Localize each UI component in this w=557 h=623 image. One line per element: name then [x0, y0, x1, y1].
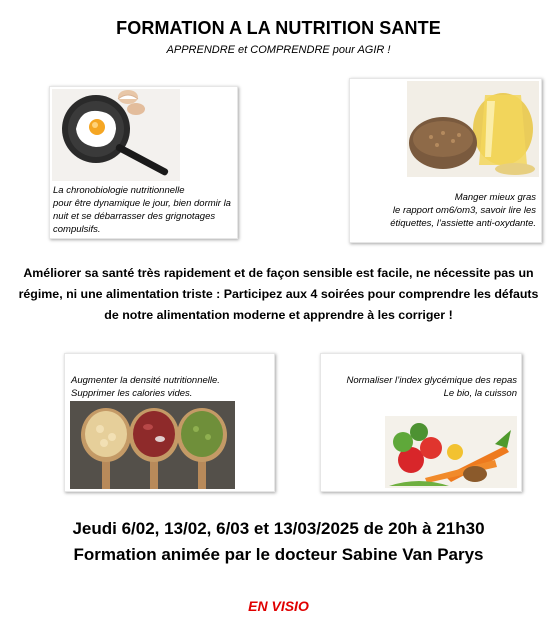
card-description: Supprimer les calories vides. [71, 388, 193, 399]
card-description: le rapport om6/om3, savoir lire les étiquettes, l’assiette anti-oxydante. [390, 205, 536, 229]
card-heading: Manger mieux gras [454, 192, 536, 203]
visio-label: EN VISIO [248, 598, 309, 614]
page-subtitle: APPRENDRE et COMPRENDRE pour AGIR ! [166, 44, 391, 56]
card-nutrient-density [64, 353, 275, 492]
card-chronobiology [49, 86, 238, 239]
page-title: FORMATION A LA NUTRITION SANTE [116, 18, 441, 38]
legumes-spoons-image [70, 401, 235, 489]
card-description: pour être dynamique le jour, bien dormir la nuit et se débarrasser des grignotages compulsifs. [53, 198, 231, 235]
card-glycemic-index [320, 353, 522, 492]
card-heading: La chronobiologie nutritionnelle [53, 185, 185, 196]
intro-paragraph: Améliorer sa santé très rapidement et de façon sensible est facile, ne nécessite pas un régime, ni une alimentation triste : Participez aux 4 soirées pour comprendre les défauts de notre alimentation moderne et apprendre à les corriger ! [18, 266, 539, 322]
speaker-line: Formation animée par le docteur Sabine Van Parys [73, 545, 484, 564]
vegetables-image [385, 416, 517, 488]
card-description: Le bio, la cuisson [443, 388, 517, 399]
fried-egg-pan-image [52, 89, 180, 181]
card-heading: Augmenter la densité nutritionnelle. [71, 375, 220, 386]
flaxseed-oil-image [407, 81, 539, 177]
card-fats [349, 78, 542, 243]
card-heading: Normaliser l’index glycémique des repas [346, 375, 517, 386]
session-dates: Jeudi 6/02, 13/02, 6/03 et 13/03/2025 de 20h à 21h30 [72, 519, 485, 538]
